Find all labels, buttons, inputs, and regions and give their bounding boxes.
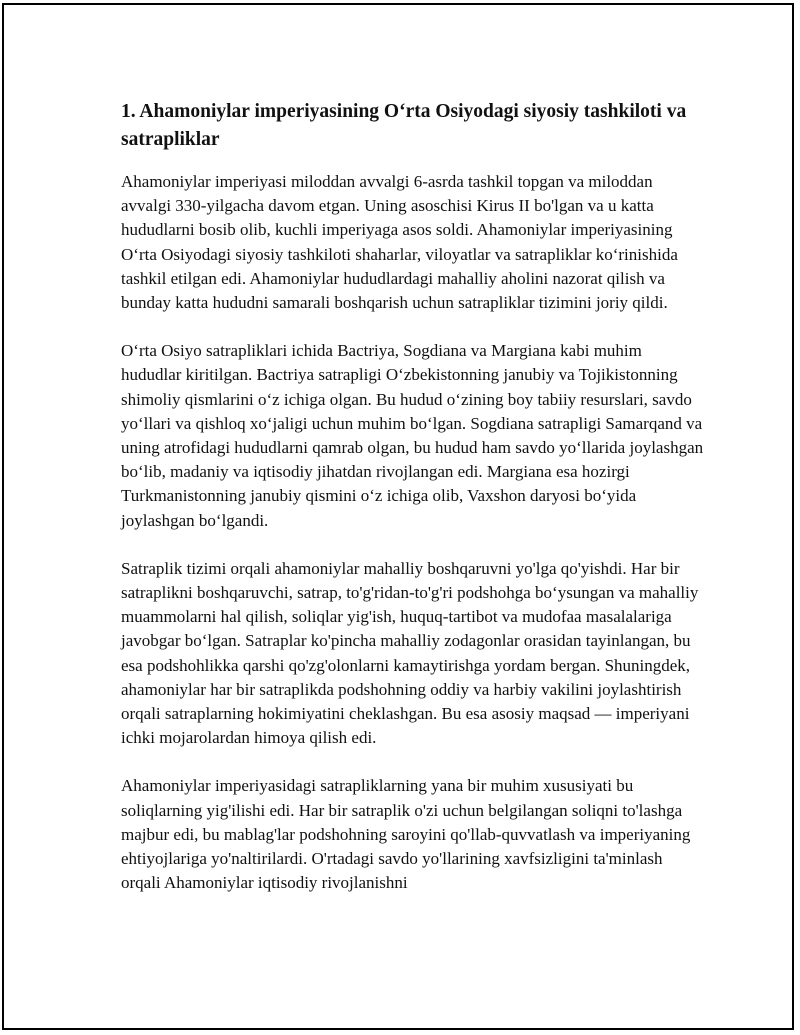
document-body (121, 98, 706, 919)
page-frame (2, 3, 794, 1030)
paragraph-2: O‘rta Osiyo satrapliklari ichida Bactriya, Sogdiana va Margiana kabi muhim hududlar kiritilgan. Bactriya satrapligi O‘zbekistonning janubiy va Tojikistonning shimoliy qismlarini o‘z ichiga olgan. Bu hudud o‘zining boy tabiiy resurslari, savdo yo‘llari va qishloq xo‘jaligi uchun muhim bo‘lgan. Sogdiana satrapligi Samarqand va uning atrofidagi hududlarni qamrab olgan, bu hudud ham savdo yo‘llarida joylashgan bo‘lib, madaniy va iqtisodiy jihatdan rivojlangan edi. Margiana esa hozirgi Turkmanistonning janubiy qismini o‘z ichiga olib, Vaxshon daryosi bo‘yida joylashgan bo‘lgandi. (121, 341, 704, 530)
paragraph-3: Satraplik tizimi orqali ahamoniylar mahalliy boshqaruvni yo'lga qo'yishdi. Har bir satraplikni boshqaruvchi, satrap, to'g'ridan-to'g'ri podshohga bo‘ysungan va mahalliy muammolarni hal qilish, soliqlar yig'ish, huquq-tartibot va mudofaa masalalariga javobgar bo‘lgan. Satraplar ko'pincha mahalliy zodagonlar orasidan tayinlangan, bu esa podshohlikka qarshi qo'zg'olonlarni kamaytirishga yordam bergan. Shuningdek, ahamoniylar har bir satraplikda podshohning oddiy va harbiy vakilini joylashtirish orqali satraplarning hokimiyatini cheklashgan. Bu esa asosiy maqsad — imperiyani ichki mojarolardan himoya qilish edi. (121, 558, 699, 748)
paragraph-4: Ahamoniylar imperiyasidagi satrapliklarning yana bir muhim xususiyati bu soliqlarning yig'ilishi edi. Har bir satraplik o'zi uchun belgilangan soliqni to'lashga majbur edi, bu mablag'lar podshohning saroyini qo'llab-quvvatlash va imperiyaning ehtiyojlariga yo'naltirilardi. O'rtadagi savdo yo'llarining xavfsizligini ta'minlash orqali Ahamoniylar iqtisodiy rivojlanishni (121, 776, 691, 893)
section-title: 1. Ahamoniylar imperiyasining O‘rta Osiyodagi siyosiy tashkiloti va satrapliklar (121, 101, 687, 150)
paragraph-1: Ahamoniylar imperiyasi miloddan avvalgi 6-asrda tashkil topgan va miloddan avvalgi 330-yilgacha davom etgan. Uning asoschisi Kirus II bo'lgan va u katta hududlarni bosib olib, kuchli imperiyaga asos soldi. Ahamoniylar imperiyasining O‘rta Osiyodagi siyosiy tashkiloti shaharlar, viloyatlar va satrapliklar ko‘rinishida tashkil etilgan edi. Ahamoniylar hududlardagi mahalliy aholini nazorat qilish va bunday katta hududni samarali boshqarish uchun satrapliklar tizimini joriy qildi. (121, 172, 678, 313)
